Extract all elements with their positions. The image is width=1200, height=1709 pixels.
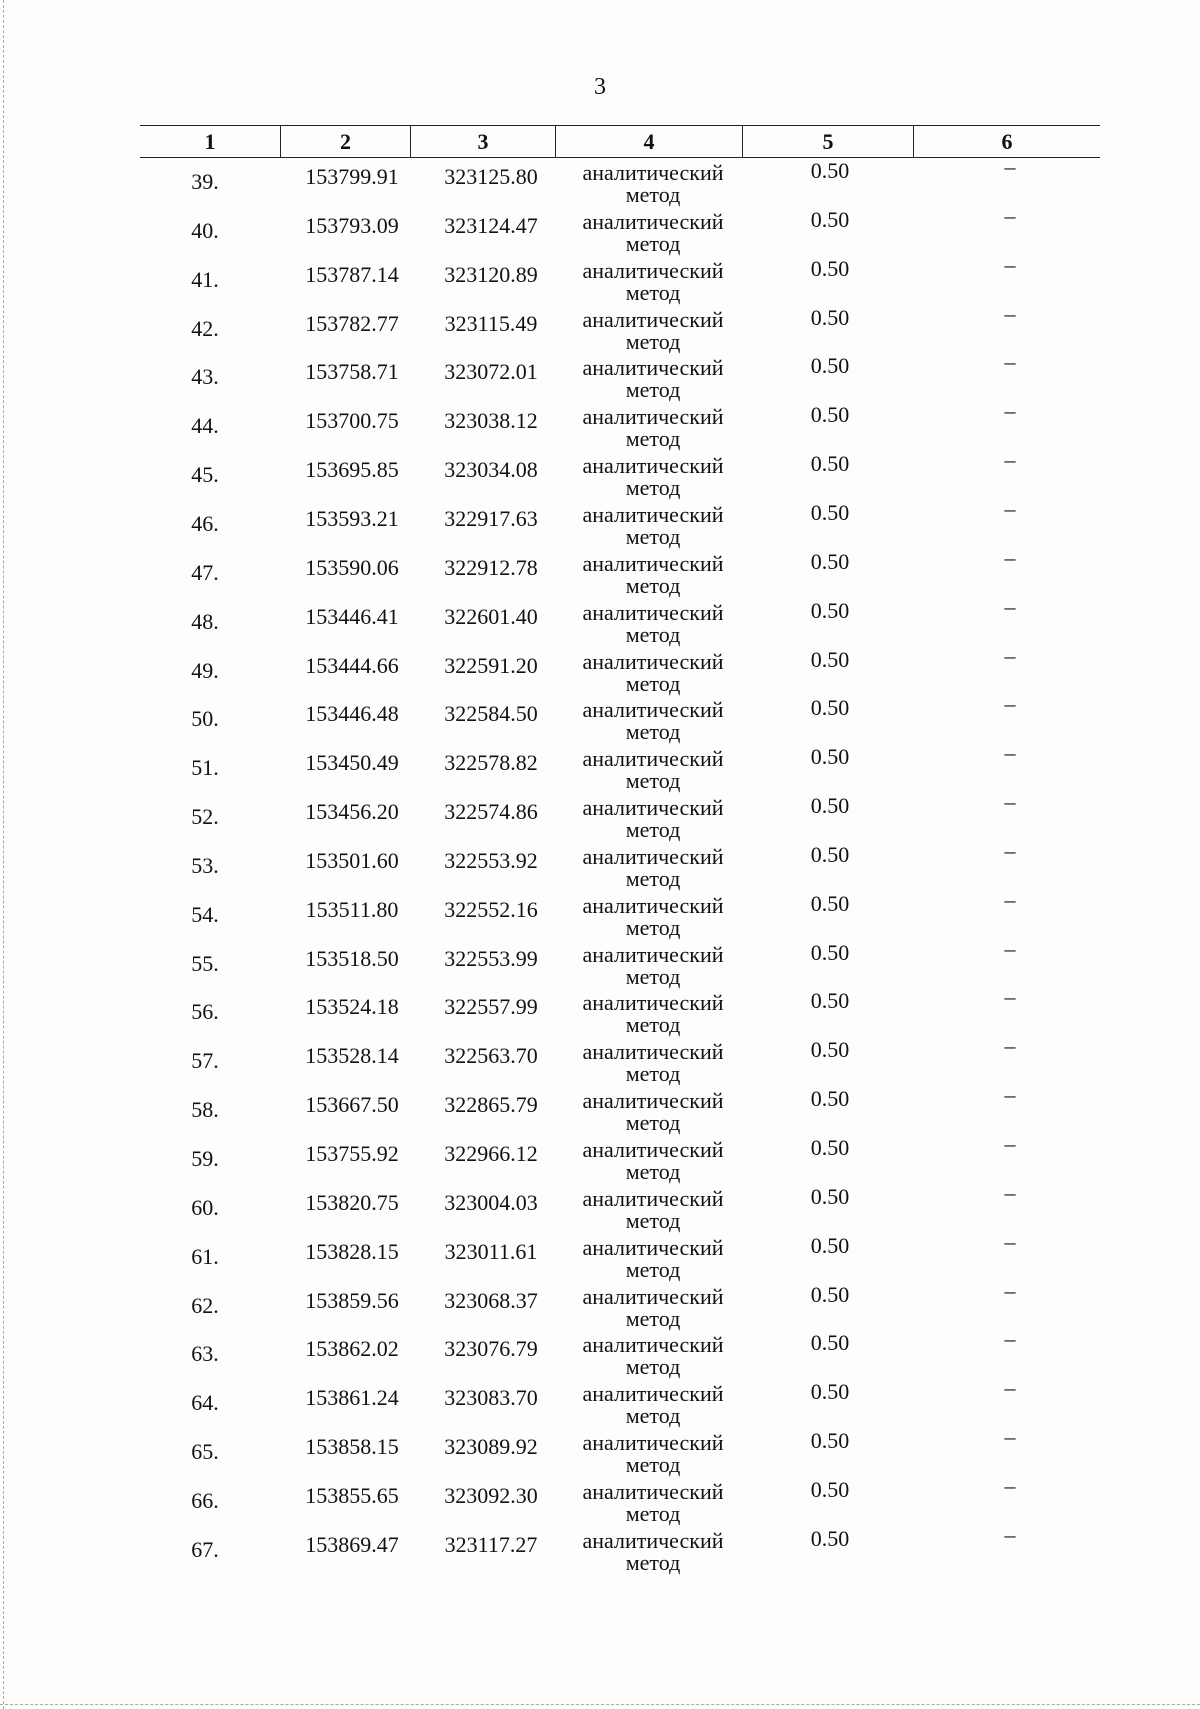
method-line-2: метод (625, 182, 681, 207)
method-line-1: аналитический (582, 550, 724, 576)
method-line-2: метод (625, 328, 681, 354)
method-line-1: аналитический (582, 355, 724, 381)
table-row (0, 1131, 1200, 1186)
point-number: 56. (191, 999, 219, 1025)
method-line-2: метод (625, 377, 681, 403)
table-row (0, 1033, 1200, 1088)
accuracy: 0.50 (810, 1476, 850, 1502)
note: – (1004, 1277, 1016, 1303)
accuracy: 0.50 (810, 841, 850, 867)
point-number: 67. (191, 1536, 219, 1562)
table-row (0, 691, 1200, 746)
coord-y: 323083.70 (444, 1385, 538, 1411)
method-line-2: метод (625, 1305, 681, 1331)
coord-y: 322601.40 (444, 603, 538, 629)
method-line-2: метод (625, 279, 681, 305)
note: – (1004, 154, 1016, 179)
point-number: 45. (191, 462, 219, 488)
note: – (1004, 691, 1016, 717)
note: – (1004, 1228, 1016, 1254)
method-line-1: аналитический (582, 257, 724, 283)
point-number: 49. (191, 657, 219, 683)
method-line-2: метод (625, 1549, 681, 1575)
method-line-2: метод (625, 523, 681, 549)
method-line-1: аналитический (582, 160, 724, 185)
method-line-2: метод (625, 1207, 681, 1233)
coord-y: 323120.89 (444, 261, 538, 287)
point-number: 46. (191, 510, 219, 536)
coord-x: 153782.77 (305, 310, 399, 336)
point-number: 55. (191, 950, 219, 976)
accuracy: 0.50 (810, 499, 850, 525)
point-number: 63. (191, 1341, 219, 1367)
note: – (1004, 886, 1016, 912)
point-number: 40. (191, 217, 219, 243)
accuracy: 0.50 (810, 255, 850, 281)
table-row (0, 886, 1200, 942)
note: – (1004, 642, 1016, 668)
coord-x: 153855.65 (305, 1482, 399, 1508)
method-line-1: аналитический (582, 1527, 724, 1553)
coord-x: 153511.80 (305, 896, 399, 922)
point-number: 53. (191, 852, 219, 878)
accuracy: 0.50 (810, 646, 850, 672)
method-line-1: аналитический (582, 599, 724, 625)
coord-x: 153861.24 (305, 1385, 399, 1411)
note: – (1004, 398, 1016, 424)
coord-x: 153593.21 (305, 505, 399, 531)
accuracy: 0.50 (810, 1232, 850, 1258)
accuracy: 0.50 (810, 206, 850, 232)
coord-y: 322553.92 (444, 847, 538, 873)
method-line-1: аналитический (582, 843, 724, 869)
coord-x: 153858.15 (305, 1434, 399, 1460)
table-row (0, 495, 1200, 551)
method-line-1: аналитический (582, 1332, 724, 1358)
point-number: 62. (191, 1292, 219, 1318)
note: – (1004, 1326, 1016, 1352)
method-line-2: метод (625, 1012, 681, 1038)
coord-y: 323124.47 (444, 212, 538, 238)
coord-x: 153456.20 (305, 799, 399, 825)
note: – (1004, 495, 1016, 521)
coord-x: 153859.56 (305, 1287, 399, 1313)
coord-y: 323125.80 (444, 164, 538, 189)
accuracy: 0.50 (810, 744, 850, 770)
accuracy: 0.50 (810, 597, 850, 623)
method-line-1: аналитический (582, 1088, 724, 1114)
method-line-1: аналитический (582, 501, 724, 527)
table-row (0, 349, 1200, 404)
table-row (0, 1228, 1200, 1284)
accuracy: 0.50 (810, 402, 850, 428)
coord-y: 323068.37 (444, 1287, 538, 1313)
method-line-1: аналитический (582, 1137, 724, 1162)
note: – (1004, 349, 1016, 375)
coord-y: 323117.27 (444, 1531, 538, 1557)
method-line-1: аналитический (582, 746, 724, 772)
coord-y: 322553.99 (444, 945, 538, 971)
table-row (0, 1521, 1200, 1577)
coord-y: 323072.01 (444, 359, 538, 385)
table-row (0, 1472, 1200, 1528)
coord-x: 153862.02 (305, 1336, 399, 1362)
method-line-2: метод (625, 670, 681, 696)
header-col-5: 5 (742, 126, 913, 157)
point-number: 59. (191, 1146, 219, 1171)
coord-y: 322557.99 (444, 994, 538, 1020)
note: – (1004, 1179, 1016, 1205)
method-line-2: метод (625, 1110, 681, 1136)
accuracy: 0.50 (810, 1330, 850, 1356)
method-line-2: метод (625, 963, 681, 989)
accuracy: 0.50 (810, 988, 850, 1014)
coord-x: 153787.14 (305, 261, 399, 287)
point-number: 50. (191, 706, 219, 732)
point-number: 44. (191, 413, 219, 439)
table-row (0, 837, 1200, 893)
coord-y: 323034.08 (444, 457, 538, 483)
point-number: 57. (191, 1048, 219, 1074)
table-header-rule (140, 157, 1100, 158)
accuracy: 0.50 (810, 793, 850, 819)
coord-y: 322912.78 (444, 554, 538, 580)
method-line-2: метод (625, 1452, 681, 1478)
method-line-1: аналитический (582, 990, 724, 1016)
table-row (0, 593, 1200, 649)
coord-y: 323115.49 (444, 310, 538, 336)
accuracy: 0.50 (810, 158, 850, 183)
accuracy: 0.50 (810, 548, 850, 574)
coord-y: 322917.63 (444, 505, 538, 531)
method-line-1: аналитический (582, 1039, 724, 1065)
table-row (0, 398, 1200, 453)
scan-bottom-edge (0, 1704, 1200, 1705)
coord-y: 323004.03 (444, 1189, 538, 1215)
point-number: 47. (191, 559, 219, 585)
point-number: 43. (191, 364, 219, 390)
coord-x: 153528.14 (305, 1043, 399, 1069)
coord-y: 323011.61 (444, 1238, 538, 1264)
point-number: 61. (191, 1243, 219, 1269)
header-col-2: 2 (280, 126, 410, 157)
coord-x: 153820.75 (305, 1189, 399, 1215)
point-number: 54. (191, 901, 219, 927)
accuracy: 0.50 (810, 939, 850, 965)
method-line-2: метод (625, 426, 681, 452)
method-line-1: аналитический (582, 306, 724, 332)
table-row (0, 251, 1200, 307)
coord-y: 322552.16 (444, 896, 538, 922)
note: – (1004, 1131, 1016, 1156)
note: – (1004, 300, 1016, 326)
method-line-2: метод (625, 817, 681, 843)
coord-x: 153700.75 (305, 408, 399, 434)
coord-x: 153501.60 (305, 847, 399, 873)
note: – (1004, 935, 1016, 961)
coord-x: 153590.06 (305, 554, 399, 580)
method-line-2: метод (625, 914, 681, 940)
method-line-1: аналитический (582, 1478, 724, 1504)
table-row (0, 1082, 1200, 1137)
coord-x: 153518.50 (305, 945, 399, 971)
point-number: 60. (191, 1194, 219, 1220)
table-row (0, 202, 1200, 258)
method-line-1: аналитический (582, 404, 724, 430)
coord-x: 153444.66 (305, 652, 399, 678)
note: – (1004, 789, 1016, 815)
header-col-4: 4 (555, 126, 742, 157)
method-line-1: аналитический (582, 208, 724, 234)
coord-y: 322563.70 (444, 1043, 538, 1069)
method-line-2: метод (625, 1061, 681, 1087)
table-row (0, 1424, 1200, 1479)
note: – (1004, 1082, 1016, 1108)
accuracy: 0.50 (810, 1183, 850, 1209)
coord-x: 153667.50 (305, 1092, 399, 1118)
point-number: 51. (191, 755, 219, 781)
accuracy: 0.50 (810, 353, 850, 379)
point-number: 42. (191, 315, 219, 341)
method-line-2: метод (625, 768, 681, 794)
coord-x: 153755.92 (305, 1141, 399, 1166)
coord-y: 323089.92 (444, 1434, 538, 1460)
method-line-2: метод (625, 1403, 681, 1429)
accuracy: 0.50 (810, 304, 850, 330)
coord-y: 323038.12 (444, 408, 538, 434)
note: – (1004, 1033, 1016, 1059)
note: – (1004, 447, 1016, 473)
method-line-1: аналитический (582, 1283, 724, 1309)
coord-y: 323076.79 (444, 1336, 538, 1362)
accuracy: 0.50 (810, 1281, 850, 1307)
accuracy: 0.50 (810, 1086, 850, 1112)
method-line-2: метод (625, 621, 681, 647)
table-row (0, 1277, 1200, 1333)
coord-x: 153524.18 (305, 994, 399, 1020)
method-line-2: метод (625, 865, 681, 891)
note: – (1004, 593, 1016, 619)
method-line-1: аналитический (582, 892, 724, 918)
method-line-1: аналитический (582, 1430, 724, 1456)
coord-y: 322584.50 (444, 701, 538, 727)
table-row (0, 300, 1200, 356)
method-line-1: аналитический (582, 941, 724, 967)
header-col-6: 6 (913, 126, 1100, 157)
table-row (0, 1326, 1200, 1381)
note: – (1004, 837, 1016, 863)
table-row (0, 740, 1200, 795)
table-row (0, 447, 1200, 502)
accuracy: 0.50 (810, 695, 850, 721)
method-line-2: метод (625, 719, 681, 745)
point-number: 58. (191, 1097, 219, 1123)
method-line-1: аналитический (582, 1185, 724, 1211)
coord-x: 153446.41 (305, 603, 399, 629)
coord-y: 322578.82 (444, 750, 538, 776)
note: – (1004, 984, 1016, 1010)
note: – (1004, 251, 1016, 277)
table-row (0, 935, 1200, 991)
accuracy: 0.50 (810, 1428, 850, 1454)
coord-x: 153450.49 (305, 750, 399, 776)
method-line-1: аналитический (582, 1234, 724, 1260)
note: – (1004, 202, 1016, 228)
coord-x: 153869.47 (305, 1531, 399, 1557)
header-col-1: 1 (204, 129, 216, 154)
method-line-2: метод (625, 1354, 681, 1380)
point-number: 39. (191, 169, 219, 194)
point-number: 41. (191, 266, 219, 292)
table-row (0, 789, 1200, 844)
method-line-2: метод (625, 1159, 681, 1184)
note: – (1004, 1424, 1016, 1450)
note: – (1004, 1521, 1016, 1547)
coord-x: 153799.91 (305, 164, 399, 189)
method-line-2: метод (625, 475, 681, 501)
method-line-1: аналитический (582, 697, 724, 723)
table-row (0, 1375, 1200, 1430)
coord-x: 153793.09 (305, 212, 399, 238)
page-number: 3 (594, 74, 606, 100)
accuracy: 0.50 (810, 1135, 850, 1160)
header-col-3: 3 (410, 126, 555, 157)
method-line-1: аналитический (582, 648, 724, 674)
point-number: 64. (191, 1390, 219, 1416)
table-row (0, 984, 1200, 1039)
point-number: 52. (191, 804, 219, 830)
method-line-2: метод (625, 230, 681, 256)
accuracy: 0.50 (810, 451, 850, 477)
table-row (0, 642, 1200, 698)
note: – (1004, 544, 1016, 570)
point-number: 66. (191, 1487, 219, 1513)
method-line-1: аналитический (582, 1381, 724, 1407)
coord-x: 153695.85 (305, 457, 399, 483)
accuracy: 0.50 (810, 1379, 850, 1405)
coord-y: 322865.79 (444, 1092, 538, 1118)
note: – (1004, 1375, 1016, 1401)
coord-y: 322574.86 (444, 799, 538, 825)
accuracy: 0.50 (810, 890, 850, 916)
table-row (0, 544, 1200, 600)
point-number: 48. (191, 608, 219, 634)
coord-x: 153828.15 (305, 1238, 399, 1264)
coord-y: 322966.12 (444, 1141, 538, 1166)
accuracy: 0.50 (810, 1525, 850, 1551)
method-line-1: аналитический (582, 795, 724, 821)
point-number: 65. (191, 1439, 219, 1465)
method-line-1: аналитический (582, 453, 724, 479)
method-line-2: метод (625, 572, 681, 598)
coord-x: 153758.71 (305, 359, 399, 385)
accuracy: 0.50 (810, 1037, 850, 1063)
method-line-2: метод (625, 1256, 681, 1282)
table-row (0, 154, 1200, 209)
coord-x: 153446.48 (305, 701, 399, 727)
coord-y: 323092.30 (444, 1482, 538, 1508)
table-row (0, 1179, 1200, 1235)
note: – (1004, 1472, 1016, 1498)
coord-y: 322591.20 (444, 652, 538, 678)
note: – (1004, 740, 1016, 766)
method-line-2: метод (625, 1500, 681, 1526)
